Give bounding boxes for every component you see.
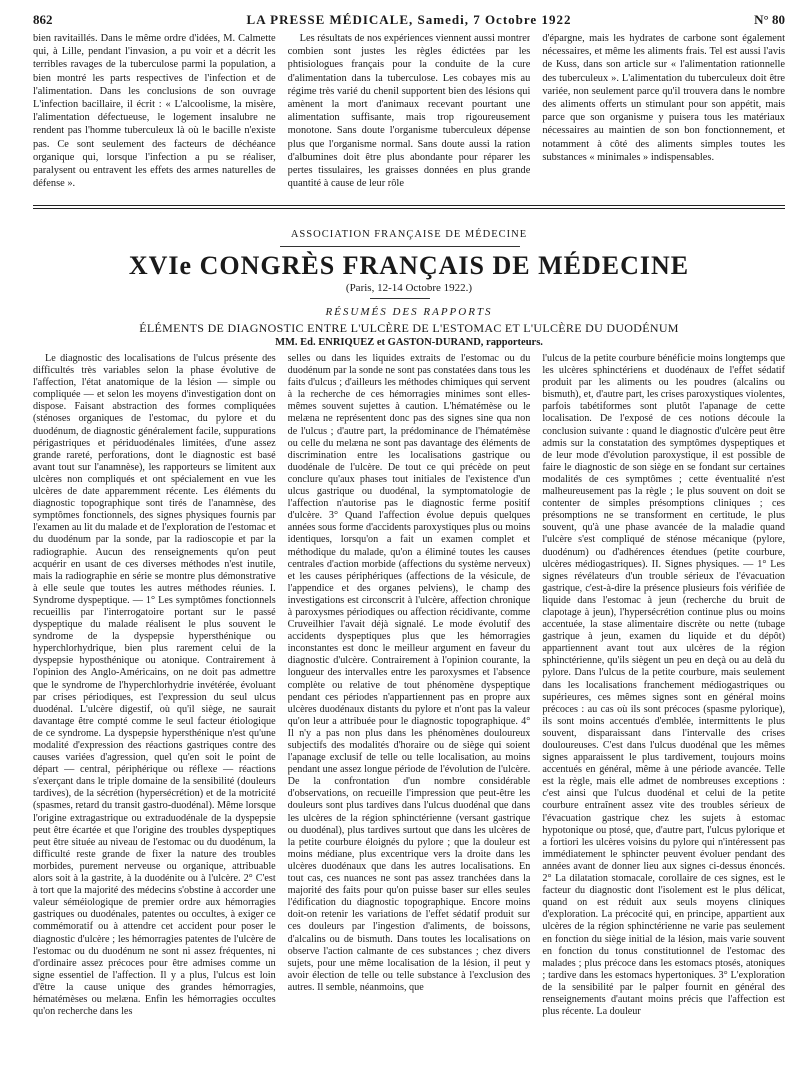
top-column-3 xyxy=(542,32,785,202)
congress-dates: (Paris, 12-14 Octobre 1922.) xyxy=(345,282,473,294)
previous-article-columns xyxy=(33,32,785,202)
short-divider xyxy=(370,298,430,299)
body-column-1 xyxy=(33,353,276,1075)
report-title: ÉLÉMENTS DE DIAGNOSTIC ENTRE L'ULCÈRE DE L'ESTOMAC ET L'ULCÈRE DU DUODÉNUM xyxy=(139,321,679,335)
page-number: 862 xyxy=(33,12,53,27)
congress-title: XVIe CONGRÈS FRANÇAIS DE MÉDECINE xyxy=(128,251,690,280)
paragraph: bien ravitaillés. Dans le même ordre d'idées, M. Calmette qui, à Lille, pendant l'invasion, a pu voir et a décrit les terribles ravages de la tuberculose parmi la population, a bien montré les parts respectives de l'infection et de l'alimentation. Dans les conclusions de son ouvrage L'infection bacillaire, il écrit : « L'alcoolisme, la misère, l'alimentation défectueuse, le logement insalubre ne rendent pas l'homme tuberculeux là où le bacille n'existe pas. Ce sont seulement des facteurs de déchéance organique qui, lorsque l'infection a pu se réaliser, paralysent ou entravent les effets des armes naturelles de défense ». xyxy=(33,33,276,190)
article-body xyxy=(33,353,785,1075)
body-column-3 xyxy=(542,353,785,1075)
section-label: RÉSUMÉS DES RAPPORTS xyxy=(325,306,493,318)
rapporteurs-line: MM. Ed. ENRIQUEZ et GASTON-DURAND, rapporteurs. xyxy=(275,337,543,348)
section-divider xyxy=(33,208,785,209)
association-heading: ASSOCIATION FRANÇAISE DE MÉDECINE xyxy=(290,229,528,240)
issue-number: N° 80 xyxy=(754,12,785,27)
paragraph: Le diagnostic des localisations de l'ulcus présente des difficultés très variables selon la phase évolutive de l'affection, l'état anatomique de la lésion — simple ou compliquée — et selon les moyens d'investigation dont on dispose. Faisant abstraction des formes compliquées (sténoses organiques de l'estomac, du pylore et du duodénum, de diagnostic généralement facile, suppurations périgastriques et périduodénales limitées, d'une assez grande rareté, perforations, dont le diagnostic est basé avant tout sur l'anamnèse), les rapporteurs se limitent aux ulcères non compliqués et ont spécialement en vue les ulcères de date apparemment récente. Les éléments du diagnostic topographique sont tirés de l'anamnèse, des symptômes fonctionnels, des signes physiques fournis par l'examen au lit du malade et de l'exploration de l'estomac et du duodénum par la sonde, par la radioscopie et par la radiographie. Aucun des renseignements qu'on peut acquérir en usant de ces diverses méthodes n'est inutile, mais la radiographie en série se montre plus démonstrative à elle seule que toutes les autres méthodes réunies. I. Syndrome dyspeptique. — 1° Les symptômes fonctionnels recueillis par l'interrogatoire portant sur le passé dyspeptique du malade réalisent le plus souvent le syndrome de la dyspepsie hypersthénique ou hyperchlorhydrique, bien plus rarement celui de la dyspepsie hyposthénique ou atonique. Contrairement à l'opinion des Anglo-Américains, on ne doit pas admettre que le syndrome de l'hyperchlorhydrie invétérée, évoluant par crises périodiques, est l'expression du seul ulcus duodénal. L'ulcère digestif, où qu'il siège, ne saurait davantage être compté comme le seul facteur étiologique de ce syndrome. La dyspepsie hypersthénique n'est qu'une modalité d'expression des réactions gastriques contre des causes variées d'agression, quel qu'en soit le point de départ — central, périphérique ou réflexe — réactions s'exerçant dans le triple domaine de la sensibilité (douleurs tardives), de la sécrétion (hypersécrétion) et de la motricité (spasmes, retard du transit gastro-duodénal). Même lorsque l'origine extragastrique ou extraduodénale de la dyspepsie peut être écartée et que l'origine des troubles dyspeptiques peut être située au niveau de l'estomac ou du duodénum, la difficulté reste grande de fixer la nature des troubles morbides, purement nerveuse ou organique, attribuable alors soit à la gastrite, à la duodénite ou à l'ulcère. 2° C'est à tort que la majorité des médecins s'obstine à accorder une valeur séméiologique de premier ordre aux hémorragies gastriques ou duodénales, patentes ou occultes, à exiger ce commémoratif ou à attendre cet accident pour poser le diagnostic d'ulcère ; les hémorragies patentes de l'ulcère de l'estomac ou du duodénum ne sont ni assez fréquentes, ni d'ordinaire assez précoces pour être admises comme un signe essentiel de l'affection. Il y a plus, l'ulcus est loin d'être la cause unique des grandes hémorragies, hématémèses ou melæna. Enfin les hémorragies occultes qu'on recherche dans les xyxy=(33,353,276,1018)
top-column-1 xyxy=(33,32,276,202)
body-column-2 xyxy=(288,353,531,1075)
top-column-2 xyxy=(288,32,531,202)
paragraph: l'ulcus de la petite courbure bénéficie moins longtemps que les ulcères sphinctériens et duodénaux de l'effet sédatif produit par les aliments ou les poudres (alcalins ou bismuth), et, d'autre part, les crises paroxystiques violentes, parfois tabétiformes sont plutôt l'apanage de cette localisation. De l'exposé de ces notions découle la conclusion suivante : quand le diagnostic d'ulcère peut être admis sur la constatation des symptômes dyspeptiques et de leur mode d'évolution paroxystique, il est possible de faire le diagnostic de son siège en se fondant sur certaines modalités de ces symptômes ; cette éventualité n'est malheureusement pas la règle ; le plus souvent on doit se contenter de simples présomptions cliniques ; ces présomptions ne se transforment en certitude, le plus souvent, qu'à une phase avancée de la maladie quand l'ulcère s'est compliqué de sténose mécanique (pylore, duodénum) ou d'adhérences étendues (petite courbure, ulcères médiogastriques). II. Signes physiques. — 1° Les signes révélateurs d'un trouble sérieux de l'évacuation gastrique, c'est-à-dire la présence plusieurs fois vérifiée de liquide dans l'estomac à jeun (recherche du bruit de clapotage à jeun), l'hypersécrétion continue plus ou moins accentuée, la stase alimentaire discrète ou nette (tubage gastrique à jeun, examen du liquide et du dépôt) appartiennent avant tout aux ulcères de la région sphinctérienne, qu'ils siègent un peu en deçà ou au delà du pylore. Dans l'ulcus de la petite courbure, mais seulement dans les localisations franchement médiogastriques ou supérieures, ces mêmes signes sont en général moins précoces : au cas où ils sont précoces (spasme pylorique), ils sont moins accentués d'emblée, intermittents le plus souvent, disparaissant dans l'intervalle des crises douloureuses. C'est dans l'ulcus duodénal que les mêmes signes apparaissent le plus tardivement, toujours moins accentués en général, même à une période avancée. Telle est la règle, mais elle admet de nombreuses exceptions : c'est ainsi que l'ulcus duodénal et celui de la petite courbure entraînent assez vite des troubles sérieux de l'évacuation gastrique chez les sujets à estomac hypotonique ou ptosé, que, d'autre part, l'ulcus pylorique et a fortiori les ulcères voisins du pylore qui n'intéressent pas immédiatement le sphincter peuvent évoluer pendant des années avant de donner lieu aux signes ci-dessus énoncés. 2° La dilatation stomacale, corollaire de ces signes, est le facteur du diagnostic dont l'isolement est le plus délicat, quand on est réduit aux seuls moyens cliniques d'exploration. La précocité qui, en principe, appartient aux ulcères de la région sphinctérienne ne varie pas seulement en fonction du siège initial de la lésion, mais varie souvent en fonction du tonus constitutionnel de l'estomac des malades ; plus précoce dans les estomacs ptosés, atoniques ; tardive dans les estomacs hypertoniques. 3° L'exploration de la sensibilité par le palper fournit en général des renseignements d'autant moins précis que l'affection est plus récente. La douleur xyxy=(542,353,786,1018)
heading-underline xyxy=(280,246,520,247)
paragraph: Les résultats de nos expériences viennent aussi montrer combien sont justes les règles édictées par les phtisiologues français pour la conduite de la cure d'alimentation dans la tuberculose. Les cobayes mis au régime très varié du chenil supportent bien des lésions qui amènent la mort d'animaux recevant pourtant une alimentation suffisante, mais trop rigoureusement monotone. Sans doute l'organisme tuberculeux dépense plus que l'organisme normal. Sans doute aussi la ration d'albumines doit être plus abondante pour réparer les pertes tissulaires, les graisses données en plus grande quantité à cause de leur rôle xyxy=(287,33,531,190)
paragraph: selles ou dans les liquides extraits de l'estomac ou du duodénum par la sonde ne sont pas constatées dans tous les faits d'ulcus ; d'ailleurs les méthodes chimiques qui servent à la recherche de ces hémorragies minimes sont elles-mêmes souvent sujettes à caution. L'hématémèse ou le melæna ne représentent donc pas des signes sine qua non de l'ulcus ; d'autre part, la prédominance de l'hématémèse ou celle du melæna ne sont pas davantage des éléments de discrimination entre les localisations gastrique ou duodénale de l'ulcère. De tout ce qui précède on peut conclure qu'aux phases tout initiales de l'existence d'un ulcus gastrique ou duodénal, la symptomatologie de l'affection n'autorise pas le diagnostic ferme positif d'ulcère. 3° Quand l'affection évolue depuis quelques années sous forme d'accidents paroxystiques plus ou moins identiques, lorsqu'on a fait un examen complet et méthodique du malade, qu'on a éliminé toutes les causes centrales d'action morbide (affections du système nerveux) et les causes périphériques (affections de la vésicule, de l'appendice et des organes pelviens), le champ des investigations est circonscrit à l'ulcère, affection chronique à paroxysmes périodiques ou affection récidivante, comme Cruveilhier l'avait déjà signalé. Le mode évolutif des accidents dyspeptiques plus que les hémorragies inconstantes est donc le meilleur argument en faveur du diagnostic d'ulcère. Contrairement à l'opinion courante, la longueur des intervalles entre les paroxysmes et l'absence complète ou relative de tout phénomène dyspeptique pendant ces périodes n'appartiennent pas en propre aux ulcères duodénaux distants du pylore et n'ont pas la valeur qu'on leur a attribuée pour le diagnostic topographique. 4° Il n'y a pas non plus dans les phénomènes douloureux subjectifs des modalités d'horaire ou de siège qui soient l'apanage exclusif de telle ou telle localisation, au moins pendant une assez longue période de l'évolution de l'ulcère. De la confrontation d'un nombre considérable d'observations, on recueille l'impression que peut-être les douleurs sont plus tardives dans l'ulcus duodénal que dans les ulcères de la région sphinctérienne (versant gastrique ou duodénal), plus tardives surtout que dans les ulcères de la petite courbure éloignés du pylore ; que la douleur est moins médiane, plus excentrique vers la droite dans les ulcères duodénaux que dans les autres localisations. En tout cas, ces nuances ne sont pas assez tranchées dans la majorité des faits pour qu'on puisse baser sur elles seules l'édification du diagnostic topographique. Encore moins doit-on retenir les variations de l'effet sédatif produit sur ces douleurs par l'ingestion d'aliments, de boissons, d'alcalins ou de bismuth. Dans toutes les localisations on observe l'action calmante de ces substances ; chez divers sujets, pour une même localisation de la lésion, il peut y avoir élection de telle ou telle substance à l'exclusion des autres. Il semble, néanmoins, que xyxy=(287,353,531,993)
journal-title: LA PRESSE MÉDICALE, Samedi, 7 Octobre 1922 xyxy=(246,12,572,27)
page-header xyxy=(33,12,785,30)
section-divider xyxy=(33,205,785,206)
paragraph: d'épargne, mais les hydrates de carbone sont également nécessaires, et même les aliments frais. Tel est aussi l'avis de Kuss, dans son article sur « l'alimentation rationnelle des tuberculeux ». L'alimentation du tuberculeux doit être variée, non seulement parce qu'il trouvera dans le nombre des aliments offerts un stimulant pour son appétit, mais parce que son organisme y puisera tous les matériaux nécessaires au maintien de son bon fonctionnement, et notamment à côté des aliments simples toutes les substances « minimales » indispensables. xyxy=(542,33,786,163)
